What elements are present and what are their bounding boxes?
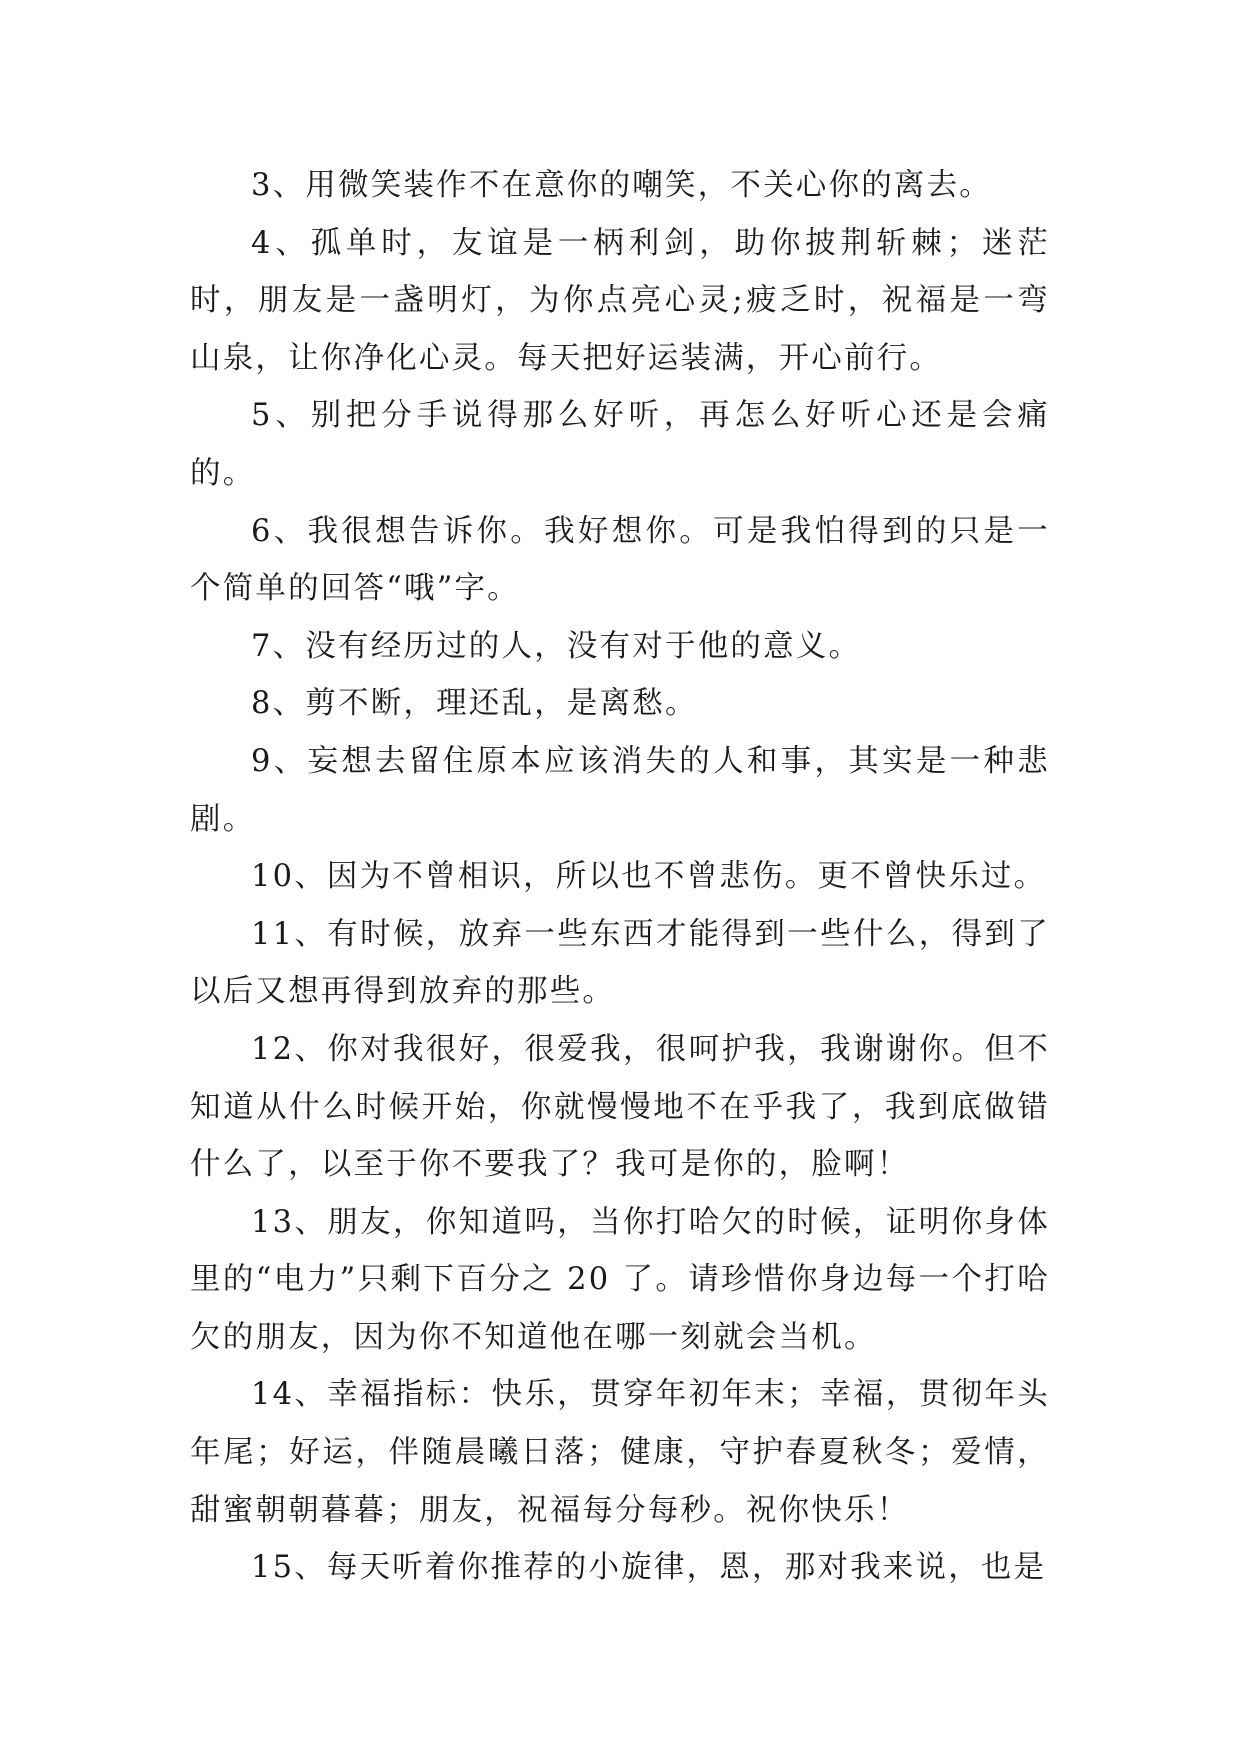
document-body [190, 157, 1050, 1597]
paragraph: 5、别把分手说得那么好听，再怎么好听心还是会痛的。 [190, 398, 1050, 491]
paragraph: 10、因为不曾相识，所以也不曾悲伤。更不曾快乐过。 [251, 859, 1047, 895]
paragraph: 4、孤单时，友谊是一柄利剑，助你披荆斩棘；迷茫时，朋友是一盏明灯，为你点亮心灵;疲乏时，祝福是一弯山泉，让你净化心灵。每天把好运装满，开心前行。 [190, 225, 1050, 376]
paragraph: 14、幸福指标：快乐，贯穿年初年末；幸福，贯彻年头年尾；好运，伴随晨曦日落；健康，守护春夏秋冬；爱情，甜蜜朝朝暮暮；朋友，祝福每分每秒。祝你快乐！ [190, 1377, 1050, 1528]
paragraph: 9、妄想去留住原本应该消失的人和事，其实是一种悲剧。 [190, 743, 1050, 837]
paragraph: 13、朋友，你知道吗，当你打哈欠的时候，证明你身体里的“电力”只剩下百分之 20 了。请珍惜你身边每一个打哈欠的朋友，因为你不知道他在哪一刻就会当机。 [190, 1204, 1050, 1355]
paragraph: 7、没有经历过的人，没有对于他的意义。 [251, 628, 862, 664]
paragraph: 12、你对我很好，很爱我，很呵护我，我谢谢你。但不知道从什么时候开始，你就慢慢地不在乎我了，我到底做错什么了，以至于你不要我了？我可是你的，脸啊！ [190, 1031, 1050, 1183]
paragraph: 6、我很想告诉你。我好想你。可是我怕得到的只是一个简单的回答“哦”字。 [190, 513, 1050, 607]
paragraph: 15、每天听着你推荐的小旋律，恩，那对我来说，也是 [251, 1550, 1047, 1586]
paragraph: 3、用微笑装作不在意你的嘲笑，不关心你的离去。 [251, 168, 993, 203]
paragraph: 11、有时候，放弃一些东西才能得到一些什么，得到了以后又想再得到放弃的那些。 [190, 916, 1050, 1010]
paragraph: 8、剪不断，理还乱，是离愁。 [251, 686, 698, 722]
